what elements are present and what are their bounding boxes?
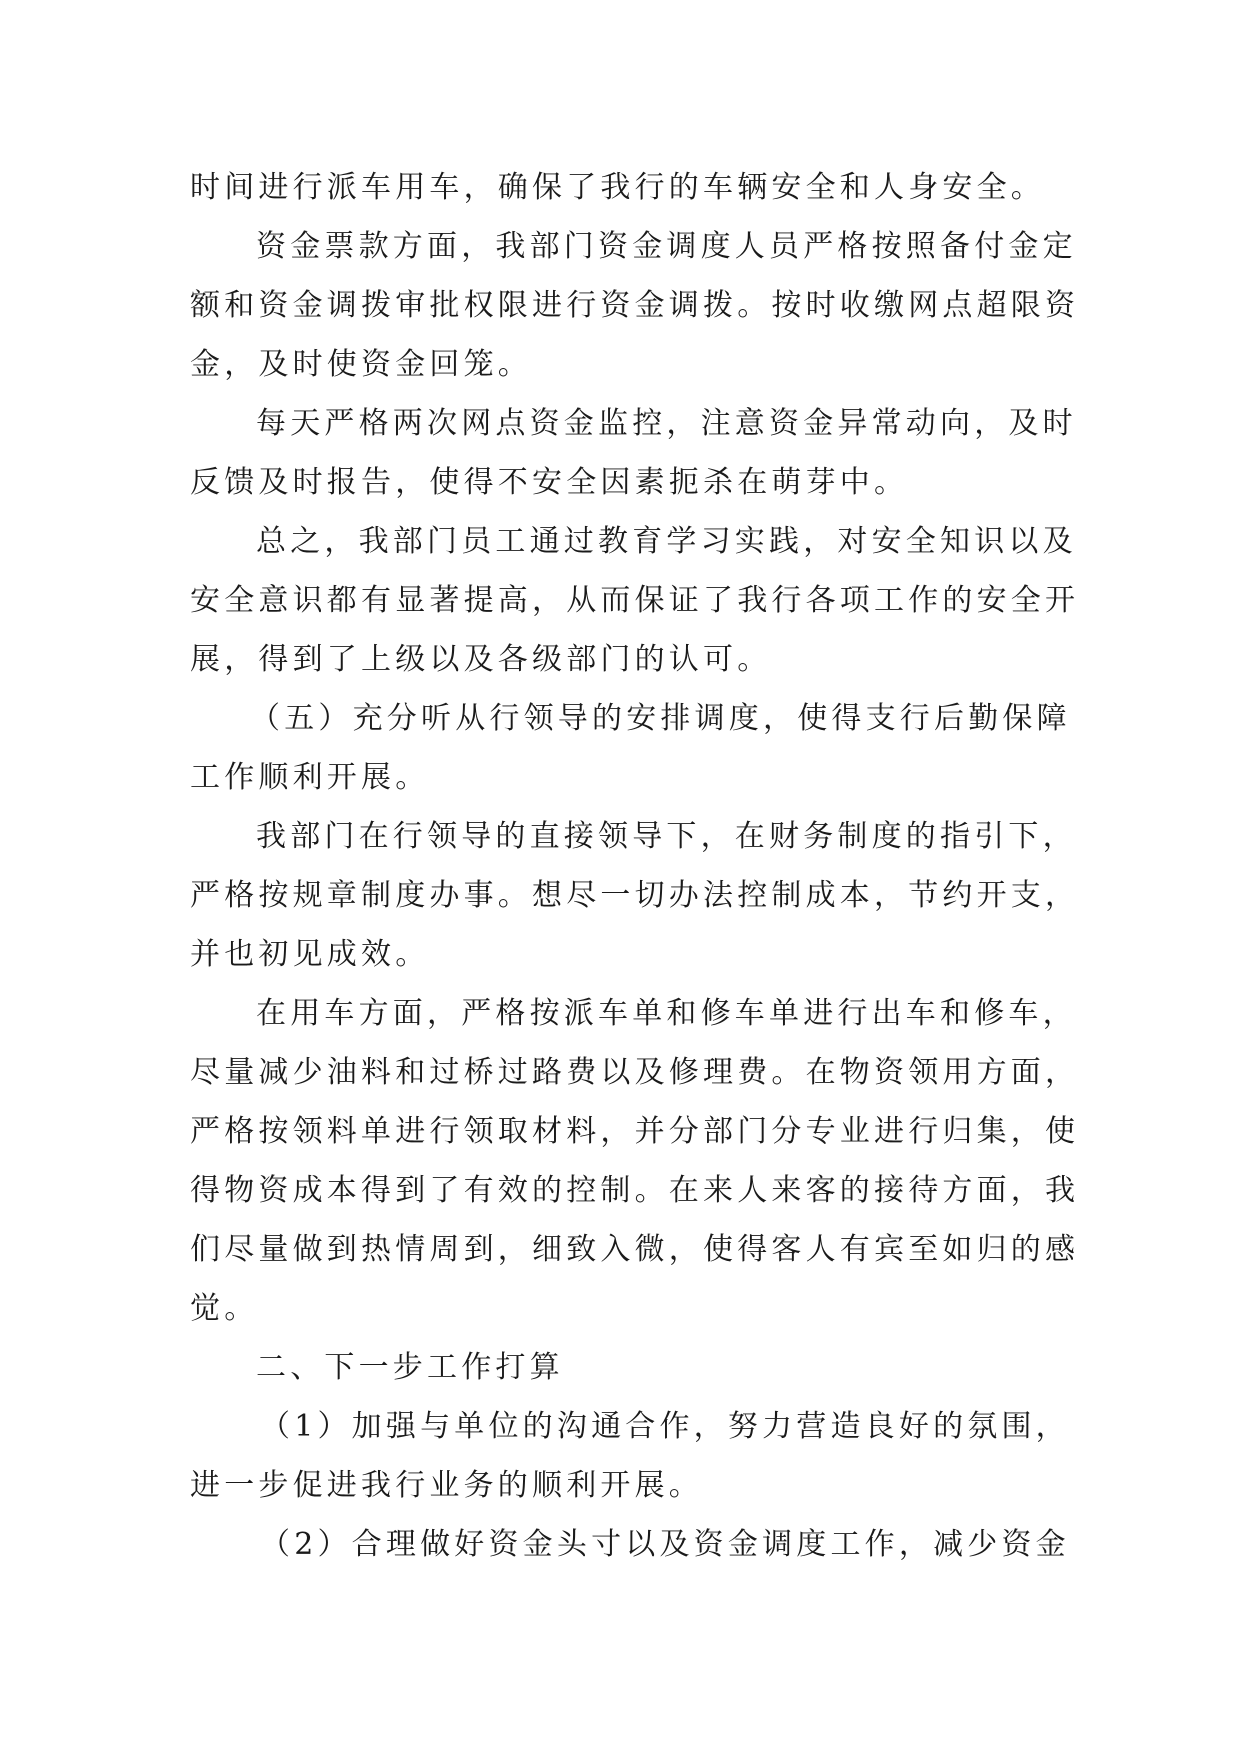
section-heading-line: 二、下一步工作打算 [256,1350,564,1385]
text-line: 反馈及时报告，使得不安全因素扼杀在萌芽中。 [190,465,909,500]
text-line: 们尽量做到热情周到，细致入微，使得客人有宾至如归的感 [190,1232,1080,1267]
paragraph-start-line: 资金票款方面，我部门资金调度人员严格按照备付金定 [256,229,1077,264]
numbered-item-line: （2）合理做好资金头寸以及资金调度工作，减少资金 [260,1527,1070,1562]
text-line: 工作顺利开展。 [190,760,430,795]
numbered-item-line: （1）加强与单位的沟通合作，努力营造良好的氛围， [260,1409,1070,1444]
paragraph-start-line: 总之，我部门员工通过教育学习实践，对安全知识以及 [256,524,1077,559]
paragraph-start-line: 在用车方面，严格按派车单和修车单进行出车和修车， [256,996,1077,1031]
text-line: 时间进行派车用车，确保了我行的车辆安全和人身安全。 [190,170,1045,205]
text-line: 严格按领料单进行领取材料，并分部门分专业进行归集，使 [190,1114,1080,1149]
document-body [190,158,1080,1574]
paragraph-start-line: 每天严格两次网点资金监控，注意资金异常动向，及时 [256,406,1077,441]
text-line: 额和资金调拨审批权限进行资金调拨。按时收缴网点超限资 [190,288,1080,323]
section-heading-line: （五）充分听从行领导的安排调度，使得支行后勤保障 [250,701,1071,736]
paragraph-start-line: 我部门在行领导的直接领导下，在财务制度的指引下， [256,819,1077,854]
text-line: 尽量减少油料和过桥过路费以及修理费。在物资领用方面， [190,1055,1080,1090]
text-line: 并也初见成效。 [190,937,430,972]
text-line: 觉。 [190,1291,259,1326]
text-line: 安全意识都有显著提高，从而保证了我行各项工作的安全开 [190,583,1080,618]
text-line: 进一步促进我行业务的顺利开展。 [190,1468,703,1503]
text-line: 金，及时使资金回笼。 [190,347,532,382]
text-line: 得物资成本得到了有效的控制。在来人来客的接待方面，我 [190,1173,1080,1208]
text-line: 严格按规章制度办事。想尽一切办法控制成本，节约开支， [190,878,1080,913]
text-line: 展，得到了上级以及各级部门的认可。 [190,642,772,677]
